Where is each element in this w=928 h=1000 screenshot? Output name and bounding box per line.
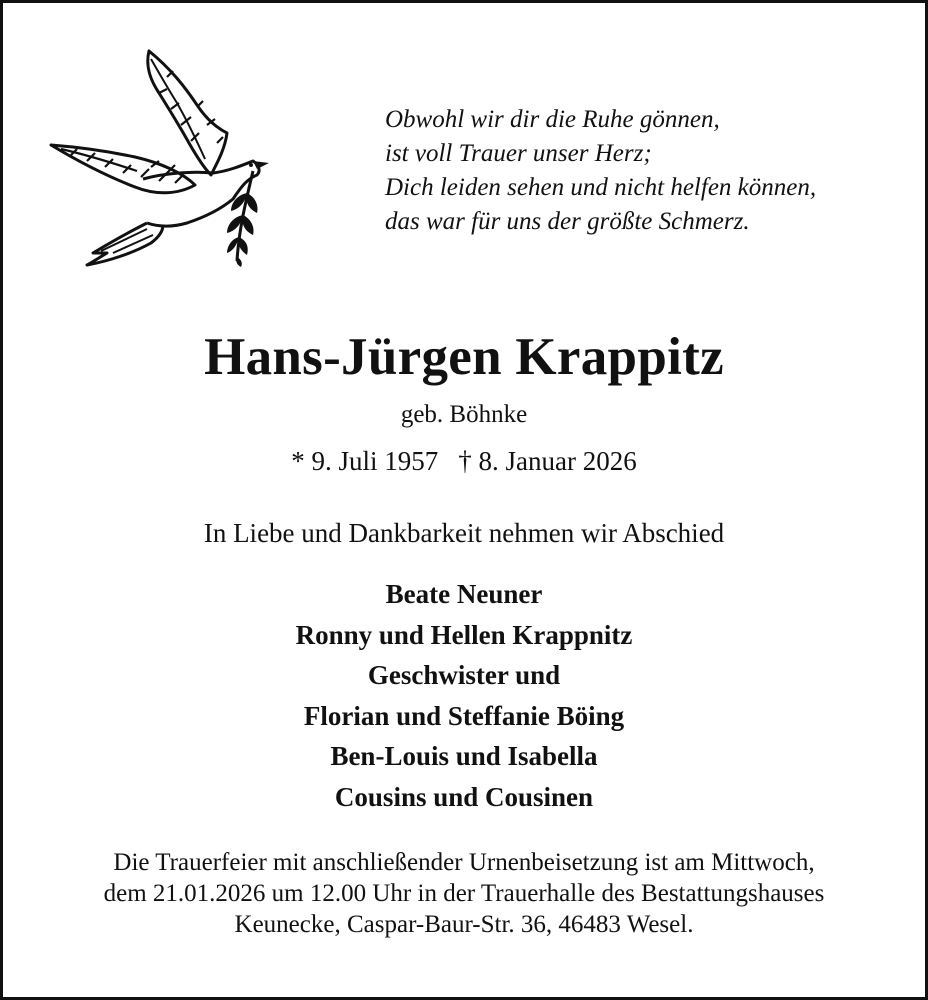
mourner-line: Ben-Louis und Isabella xyxy=(330,741,598,771)
service-line: Die Trauerfeier mit anschließender Urnenbeisetzung ist am Mittwoch, xyxy=(113,849,815,876)
poem-line: das war für uns der größte Schmerz. xyxy=(385,208,750,235)
poem xyxy=(385,103,905,239)
mourners-list xyxy=(3,574,925,817)
poem-line: ist voll Trauer unser Herz; xyxy=(385,140,652,167)
deceased-name: Hans-Jürgen Krappitz xyxy=(204,328,724,386)
birth-date: * 9. Juli 1957 xyxy=(291,446,439,476)
farewell-text: In Liebe und Dankbarkeit nehmen wir Abschied xyxy=(203,518,725,548)
dove-with-olive-branch-icon xyxy=(47,47,283,267)
mourner-line: Beate Neuner xyxy=(385,579,543,609)
service-info xyxy=(3,847,925,940)
mourner-line: Ronny und Hellen Krappnitz xyxy=(295,619,633,650)
mourner-line: Florian und Steffanie Böing xyxy=(303,700,625,731)
service-line: dem 21.01.2026 um 12.00 Uhr in der Trauerhalle des Bestattungshauses xyxy=(103,880,825,907)
life-dates xyxy=(3,443,925,479)
death-date: † 8. Januar 2026 xyxy=(458,446,637,476)
mourner-line: Cousins und Cousinen xyxy=(334,781,594,812)
poem-line: Dich leiden sehen und nicht helfen können, xyxy=(385,174,817,201)
poem-line: Obwohl wir dir die Ruhe gönnen, xyxy=(385,106,720,133)
service-line: Keunecke, Caspar-Baur-Str. 36, 46483 Wesel. xyxy=(234,911,694,938)
birth-name: geb. Böhnke xyxy=(400,401,528,428)
mourner-line: Geschwister und xyxy=(367,660,561,690)
